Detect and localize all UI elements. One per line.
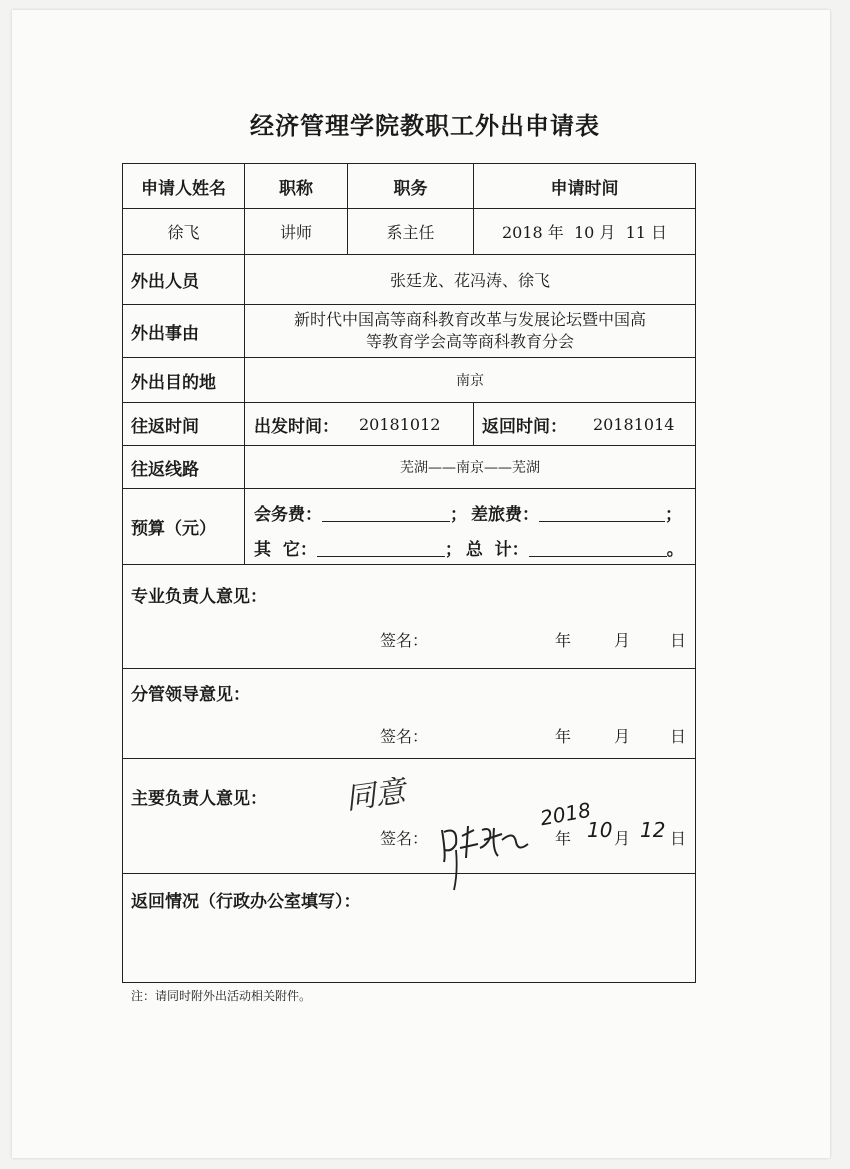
other-fee-label: 其 它： (254, 539, 317, 560)
meeting-fee-field[interactable] (322, 503, 450, 522)
header-position: 职务 (393, 178, 428, 199)
chief-opinion-label: 主要负责人意见： (131, 788, 267, 809)
major-month: 月 (614, 630, 631, 650)
route-label: 往返线路 (131, 459, 199, 480)
return-status-label: 返回情况（行政办公室填写）： (131, 891, 361, 912)
budget-label: 预算（元） (131, 519, 216, 539)
major-year: 年 (555, 630, 572, 650)
chief-day: 日 (670, 828, 687, 848)
leader-opinion-label: 分管领导意见： (131, 684, 250, 705)
meeting-fee-label: 会务费： (254, 504, 322, 525)
separator: ； (665, 504, 682, 525)
major-opinion-label: 专业负责人意见： (131, 586, 267, 607)
leader-sign-label: 签名： (380, 726, 429, 746)
applicant-position-value: 系主任 (386, 223, 435, 242)
depart-time-value: 20181012 (359, 414, 441, 434)
form-title: 经济管理学院教职工外出申请表 (250, 112, 600, 140)
destination-label: 外出目的地 (131, 372, 216, 393)
leader-month: 月 (614, 726, 631, 746)
major-day: 日 (670, 630, 687, 650)
travel-fee-label: 差旅费： (471, 504, 539, 525)
reason-line-2: 等教育学会高等商科教育分会 (365, 332, 574, 351)
total-label: 总 计： (465, 539, 529, 560)
separator: ； (450, 504, 467, 525)
travel-fee-field[interactable] (539, 503, 665, 522)
header-title: 职称 (279, 178, 313, 199)
header-apply-date: 申请时间 (550, 178, 619, 199)
reason-label: 外出事由 (131, 323, 199, 344)
leader-day: 日 (670, 726, 687, 746)
round-trip-time-label: 往返时间 (131, 416, 199, 437)
route-value: 芜湖——南京——芜湖 (400, 460, 540, 476)
footnote: 注：请同时附外出活动相关附件。 (131, 989, 312, 1003)
handwritten-signature-month: 10 (587, 818, 613, 842)
handwritten-signature-year: 2018 (538, 797, 593, 831)
reason-line-1: 新时代中国高等商科教育改革与发展论坛暨中国高 (293, 310, 646, 329)
personnel-value: 张廷龙、花冯涛、徐飞 (389, 271, 550, 290)
leader-year: 年 (555, 726, 572, 746)
header-applicant-name: 申请人姓名 (141, 178, 226, 199)
other-fee-field[interactable] (317, 538, 445, 557)
major-sign-label: 签名： (380, 630, 429, 650)
handwritten-signature-icon (436, 800, 546, 895)
chief-year: 年 (555, 828, 572, 848)
applicant-name-value: 徐飞 (167, 223, 200, 242)
return-time-value: 20181014 (593, 414, 675, 434)
applicant-title-value: 讲师 (279, 223, 312, 242)
chief-sign-label: 签名： (380, 828, 429, 848)
handwritten-approval: 同意 (343, 773, 408, 817)
separator: ； (444, 539, 462, 560)
personnel-label: 外出人员 (131, 272, 199, 292)
return-time-label: 返回时间： (482, 416, 567, 437)
total-field[interactable] (529, 538, 667, 557)
depart-time-label: 出发时间： (254, 416, 339, 437)
apply-date-value: 2018 年 10 月 11 日 (501, 223, 668, 242)
handwritten-signature-day: 12 (640, 818, 666, 842)
period: 。 (666, 539, 684, 560)
chief-month: 月 (614, 828, 631, 848)
destination-value: 南京 (456, 373, 484, 389)
